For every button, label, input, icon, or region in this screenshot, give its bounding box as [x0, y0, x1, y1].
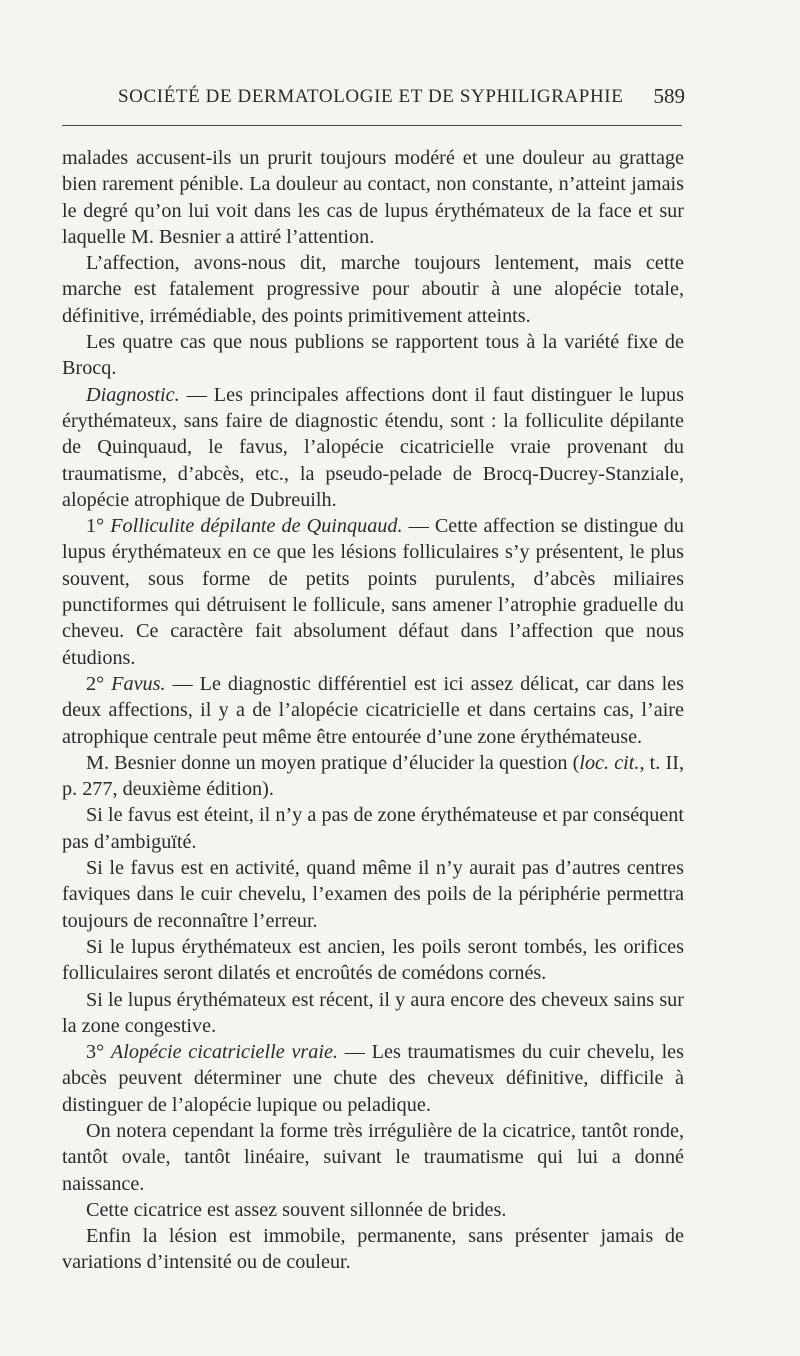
paragraph: Enfin la lésion est immobile, permanente, sans présenter jamais de variations d’intensité ou de couleur. — [62, 1225, 684, 1274]
paragraph: Les quatre cas que nous publions se rapportent tous à la variété fixe de Brocq. — [62, 331, 684, 380]
document-page — [62, 0, 697, 1356]
running-header — [62, 86, 697, 116]
item-number: 1° — [86, 515, 111, 538]
citation: loc. cit. — [579, 751, 640, 774]
section-lead: Diagnostic. — [86, 383, 180, 406]
paragraph: Si le favus est en activité, quand même il n’y aurait pas d’autres centres faviques dans le cuir chevelu, l’examen des poils de la périphérie permettra toujours de reconnaître l’erreur. — [62, 857, 684, 932]
item-number: 2° — [86, 672, 112, 695]
paragraph: Si le favus est éteint, il n’y a pas de zone érythémateuse et par conséquent pas d’ambiguïté. — [62, 804, 684, 853]
item-number: 3° — [86, 1041, 111, 1064]
paragraph-diagnostic: Diagnostic. — Les principales affections dont il faut distinguer le lupus érythémateux, sans faire de diagnostic étendu, sont : la folliculite dépilante de Quinquaud, le favus, l’alopécie cicatricielle vraie provenant du traumatisme, d’abcès, etc., la pseudo-pelade de Brocq-Ducrey-Stanziale, alopécie atrophique de Dubreuilh. — [62, 383, 684, 511]
header-rule — [62, 125, 682, 126]
page-number: 589 — [653, 84, 685, 108]
paragraph-alopecie: 3° Alopécie cicatricielle vraie. — Les traumatismes du cuir chevelu, les abcès peuvent déterminer une chute des cheveux définitive, difficile à distinguer de l’alopécie lupique ou peladique. — [62, 1041, 684, 1116]
paragraph: M. Besnier donne un moyen pratique d’élucider la question (loc. cit., t. II, p. 277, deuxième édition). — [62, 751, 684, 801]
paragraph: Si le lupus érythémateux est récent, il y aura encore des cheveux sains sur la zone congestive. — [62, 988, 684, 1037]
paragraph-favus: 2° Favus. — Le diagnostic différentiel est ici assez délicat, car dans les deux affections, il y a de l’alopécie cicatricielle et dans certains cas, l’aire atrophique centrale peut même être entourée d’une zone érythémateuse. — [62, 672, 684, 748]
body-text — [62, 145, 684, 1276]
paragraph: malades accusent-ils un prurit toujours modéré et une douleur au grattage bien rarement pénible. La douleur au contact, non constante, n’atteint jamais le degré qu’on lui voit dans les cas de lupus érythémateux de la face et sur laquelle M. Besnier a attiré l’attention. — [62, 147, 684, 248]
paragraph-folliculite: 1° Folliculite dépilante de Quinquaud. — Cette affection se distingue du lupus érythémateux en ce que les lésions folliculaires s’y présentent, le plus souvent, sous forme de petits points purulents, d’abcès miliaires punctiformes qui détruisent le follicule, sans amener l’atrophie graduelle du cheveu. Ce caractère fait absolument défaut dans l’affection que nous étudions. — [62, 515, 684, 669]
paragraph: Cette cicatrice est assez souvent sillonnée de brides. — [86, 1198, 507, 1221]
paragraph: Si le lupus érythémateux est ancien, les poils seront tombés, les orifices folliculaires seront dilatés et encroûtés de comédons cornés. — [62, 935, 684, 985]
paragraph: On notera cependant la forme très irrégulière de la cicatrice, tantôt ronde, tantôt ovale, tantôt linéaire, suivant le traumatisme qui lui a donné naissance. — [62, 1119, 684, 1195]
section-lead: Folliculite dépilante de Quinquaud. — [110, 515, 403, 538]
section-lead: Alopécie cicatricielle vraie. — [110, 1041, 338, 1064]
running-title: SOCIÉTÉ DE DERMATOLOGIE ET DE SYPHILIGRAPHIE — [118, 86, 624, 107]
paragraph: L’affection, avons-nous dit, marche toujours lentement, mais cette marche est fatalement progressive pour aboutir à une alopécie totale, définitive, irrémédiable, des points primitivement atteints. — [62, 252, 684, 327]
section-lead: Favus. — [111, 672, 166, 695]
